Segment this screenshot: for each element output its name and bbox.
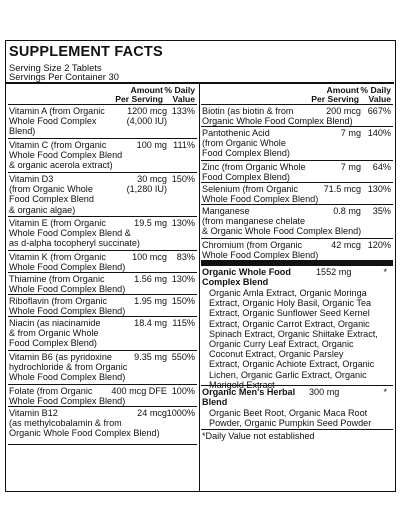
nutrient-row [8, 385, 197, 407]
nutrient-amount: 18.4 mg [134, 318, 167, 328]
nutrient-name: Niacin (as niacinamide & from Organic Whole Food Complex Blend) [9, 318, 101, 349]
nutrient-daily-value: 150% [171, 174, 195, 184]
nutrient-amount: 30 mcg (1,280 IU) [126, 174, 167, 195]
nutrient-name: Biotin (as biotin & from Organic Whole Food Complex Blend) [202, 106, 353, 127]
nutrient-name: Thiamine (from Organic Whole Food Complex Blend) [9, 274, 126, 295]
nutrient-name: Pantothenic Acid (from Organic Whole Food Complex Blend) [202, 128, 290, 159]
nutrient-daily-value: 115% [172, 318, 195, 328]
nutrient-daily-value: 64% [372, 162, 391, 172]
nutrient-daily-value: 1000% [166, 408, 195, 418]
nutrient-row [8, 217, 197, 251]
supplement-facts-panel [5, 40, 396, 492]
nutrient-daily-value: 130% [171, 274, 195, 284]
nutrient-daily-value: 130% [171, 218, 195, 228]
nutrient-row [201, 205, 393, 239]
nutrient-amount: 19.5 mg [134, 218, 167, 228]
blend-ingredients: Organic Beet Root, Organic Maca Root Powder, Organic Pumpkin Seed Powder [209, 408, 372, 429]
nutrient-name: Vitamin D3 (from Organic Whole Food Complex Blend & organic algae) [9, 174, 94, 215]
nutrient-amount: 0.8 mg [333, 206, 361, 216]
nutrient-name: Vitamin C (from Organic Whole Food Complex Blend & organic acerola extract) [9, 140, 123, 171]
nutrient-row [8, 273, 197, 295]
nutrient-name: Selenium (from Organic Whole Food Complex Blend) [202, 184, 319, 205]
nutrient-name: Chromium (from Organic Whole Food Complex Blend) [202, 240, 319, 261]
nutrient-name: Vitamin E (from Organic Whole Food Complex Blend & as d-alpha tocopheryl succinate) [9, 218, 140, 249]
nutrient-amount: 42 mcg [331, 240, 361, 250]
nutrient-amount: 100 mcg [132, 252, 167, 262]
nutrient-daily-value: 667% [367, 106, 391, 116]
blend-amount: 1552 mg [316, 267, 352, 277]
nutrient-amount: 100 mg [136, 140, 167, 150]
left-column-header [8, 84, 197, 105]
blend-daily-value: * [383, 387, 387, 397]
nutrient-amount: 400 mcg DFE [111, 386, 167, 396]
nutrient-amount: 200 mcg [326, 106, 361, 116]
nutrient-name: Folate (from Organic Whole Food Complex Blend) [9, 386, 126, 407]
nutrient-row [8, 173, 197, 217]
nutrient-amount: 7 mg [340, 162, 361, 172]
dv-header: % Daily Value [164, 85, 195, 104]
daily-value-footnote: *Daily Value not established [202, 431, 315, 441]
nutrient-name: Manganese (from manganese chelate & Organic Whole Food Complex Blend) [202, 206, 362, 237]
nutrient-name: Riboflavin (from Organic Whole Food Complex Blend) [9, 296, 126, 317]
blend-daily-value: * [383, 267, 387, 277]
amount-header: Amount Per Serving [115, 85, 163, 104]
nutrient-row [8, 105, 197, 139]
nutrient-amount: 7 mg [340, 128, 361, 138]
nutrient-daily-value: 35% [372, 206, 391, 216]
nutrient-amount: 1.95 mg [134, 296, 167, 306]
nutrient-row [201, 239, 393, 261]
blend-name: Organic Whole Food Complex Blend [202, 267, 291, 288]
nutrient-daily-value: 133% [171, 106, 195, 116]
amount-header: Amount Per Serving [311, 85, 359, 104]
nutrient-amount: 24 mcg [137, 408, 167, 418]
nutrient-name: Zinc (from Organic Whole Food Complex Blend) [202, 162, 306, 183]
nutrient-amount: 9.35 mg [134, 352, 167, 362]
nutrient-daily-value: 150% [171, 296, 195, 306]
nutrient-row [8, 251, 197, 273]
right-column-header [201, 84, 393, 105]
serving-size: Serving Size 2 Tablets [9, 62, 102, 73]
servings-per-container: Servings Per Container 30 [9, 71, 119, 82]
nutrient-row [201, 183, 393, 205]
nutrient-row [8, 351, 197, 385]
nutrient-row [8, 295, 197, 317]
nutrient-row [8, 407, 197, 445]
nutrient-name: Vitamin K (from Organic Whole Food Complex Blend) [9, 252, 126, 273]
nutrient-name: Vitamin B6 (as pyridoxine hydrochloride & from Organic Whole Food Complex Blend) [9, 352, 128, 383]
herbal-blend [201, 266, 393, 390]
nutrient-name: Vitamin B12 (as methylcobalamin & from Organic Whole Food Complex Blend) [9, 408, 160, 439]
nutrient-daily-value: 120% [367, 240, 391, 250]
nutrient-daily-value: 100% [171, 386, 195, 396]
blend-amount: 300 mg [309, 387, 340, 397]
nutrient-row [201, 161, 393, 183]
column-divider [199, 84, 200, 491]
nutrient-row [8, 139, 197, 173]
nutrient-amount: 1200 mcg (4,000 IU) [126, 106, 167, 127]
nutrient-daily-value: 140% [367, 128, 391, 138]
nutrient-row [201, 105, 393, 127]
nutrient-daily-value: 130% [367, 184, 391, 194]
herbal-blend [201, 386, 393, 430]
blend-name: Organic Men's Herbal Blend [202, 387, 296, 408]
nutrient-daily-value: 550% [171, 352, 195, 362]
dv-header: % Daily Value [360, 85, 391, 104]
nutrient-row [201, 127, 393, 161]
nutrient-daily-value: 111% [173, 140, 195, 150]
nutrient-daily-value: 83% [176, 252, 195, 262]
right-column [201, 84, 393, 441]
nutrient-name: Vitamin A (from Organic Whole Food Complex Blend) [9, 106, 105, 137]
left-column [8, 84, 197, 445]
nutrient-amount: 1.56 mg [134, 274, 167, 284]
nutrient-amount: 71.5 mcg [323, 184, 361, 194]
nutrient-row [8, 317, 197, 351]
panel-title: SUPPLEMENT FACTS [9, 44, 163, 60]
blend-ingredients: Organic Amla Extract, Organic Moringa Extract, Organic Holy Basil, Organic Tea Extract, Organic Sunflower Seed Kernel Extract, Organic Carrot Extract, Organic Spinach Extract, Organic Shiitake Extract, Organic Curry Leaf Extract, Organic Coconut Extract, Organic Parsley Extract, Organic Achiote Extract, Organic Lichen, Organic Garlic Extract, Organic Marigold Extract [209, 288, 378, 390]
